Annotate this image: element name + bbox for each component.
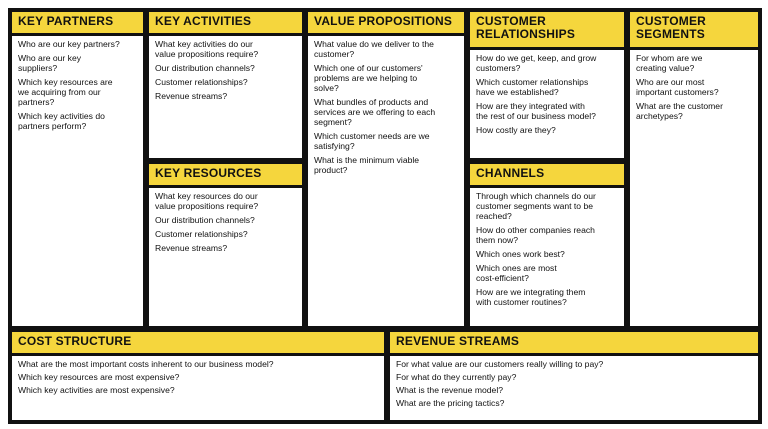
revenue-streams-questions bbox=[390, 356, 758, 408]
channels-block bbox=[466, 160, 628, 330]
key-resources-questions bbox=[149, 188, 302, 253]
channels-questions bbox=[470, 188, 624, 307]
key-partners-title: KEY PARTNERS bbox=[12, 12, 143, 36]
key-partners-questions bbox=[12, 36, 143, 131]
key-activities-title: KEY ACTIVITIES bbox=[149, 12, 302, 36]
question: What are the most important costs inherent to our business model? bbox=[18, 359, 274, 369]
customer-segments-block bbox=[626, 8, 762, 330]
question: What key activities do our value propositions require? bbox=[155, 39, 259, 59]
question: For whom are we creating value? bbox=[636, 53, 703, 73]
question: Which key activities are most expensive? bbox=[18, 385, 175, 395]
question: Through which channels do our customer segments want to be reached? bbox=[476, 191, 596, 221]
question: For what value are our customers really willing to pay? bbox=[396, 359, 604, 369]
question: What value do we deliver to the customer? bbox=[314, 39, 434, 59]
question: Revenue streams? bbox=[155, 243, 228, 253]
question: How do other companies reach them now? bbox=[476, 225, 595, 245]
question: Which customer needs are we satisfying? bbox=[314, 131, 430, 151]
value-propositions-block bbox=[304, 8, 468, 330]
cost-structure-questions bbox=[12, 356, 384, 395]
question: Which key activities do partners perform? bbox=[18, 111, 105, 131]
question: What is the minimum viable product? bbox=[314, 155, 420, 175]
question: Our distribution channels? bbox=[155, 215, 255, 225]
question: Customer relationships? bbox=[155, 77, 248, 87]
question: Which customer relationships have we established? bbox=[476, 77, 589, 97]
question: For what do they currently pay? bbox=[396, 372, 517, 382]
question: Customer relationships? bbox=[155, 229, 248, 239]
question: What is the revenue model? bbox=[396, 385, 504, 395]
customer-relationships-questions bbox=[470, 50, 624, 135]
revenue-streams-title: REVENUE STREAMS bbox=[390, 332, 758, 356]
question: Who are our most important customers? bbox=[636, 77, 719, 97]
question: Revenue streams? bbox=[155, 91, 228, 101]
cost-structure-title: COST STRUCTURE bbox=[12, 332, 384, 356]
question: How are they integrated with the rest of our business model? bbox=[476, 101, 596, 121]
question: Which ones are most cost-efficient? bbox=[476, 263, 557, 283]
question: What are the pricing tactics? bbox=[396, 398, 505, 408]
revenue-streams-block bbox=[386, 328, 762, 424]
value-propositions-questions bbox=[308, 36, 464, 175]
key-activities-questions bbox=[149, 36, 302, 101]
question: How do we get, keep, and grow customers? bbox=[476, 53, 597, 73]
question: What key resources do our value propositions require? bbox=[155, 191, 259, 211]
key-resources-block bbox=[145, 160, 306, 330]
question: Who are our key suppliers? bbox=[18, 53, 82, 73]
question: Our distribution channels? bbox=[155, 63, 255, 73]
cost-structure-block bbox=[8, 328, 388, 424]
channels-title: CHANNELS bbox=[470, 164, 624, 188]
question: Which key resources are most expensive? bbox=[18, 372, 180, 382]
customer-segments-title: CUSTOMER SEGMENTS bbox=[630, 12, 758, 50]
question: How costly are they? bbox=[476, 125, 556, 135]
customer-relationships-block bbox=[466, 8, 628, 162]
question: How are we integrating them with customer routines? bbox=[476, 287, 586, 307]
question: What are the customer archetypes? bbox=[636, 101, 723, 121]
key-activities-block bbox=[145, 8, 306, 162]
question: Who are our key partners? bbox=[18, 39, 120, 49]
key-resources-title: KEY RESOURCES bbox=[149, 164, 302, 188]
question: Which ones work best? bbox=[476, 249, 565, 259]
question: What bundles of products and services are we offering to each segment? bbox=[314, 97, 436, 127]
customer-relationships-title: CUSTOMER RELATIONSHIPS bbox=[470, 12, 624, 50]
key-partners-block bbox=[8, 8, 147, 330]
customer-segments-questions bbox=[630, 50, 758, 121]
value-propositions-title: VALUE PROPOSITIONS bbox=[308, 12, 464, 36]
question: Which one of our customers' problems are we helping to solve? bbox=[314, 63, 423, 93]
question: Which key resources are we acquiring from our partners? bbox=[18, 77, 113, 107]
